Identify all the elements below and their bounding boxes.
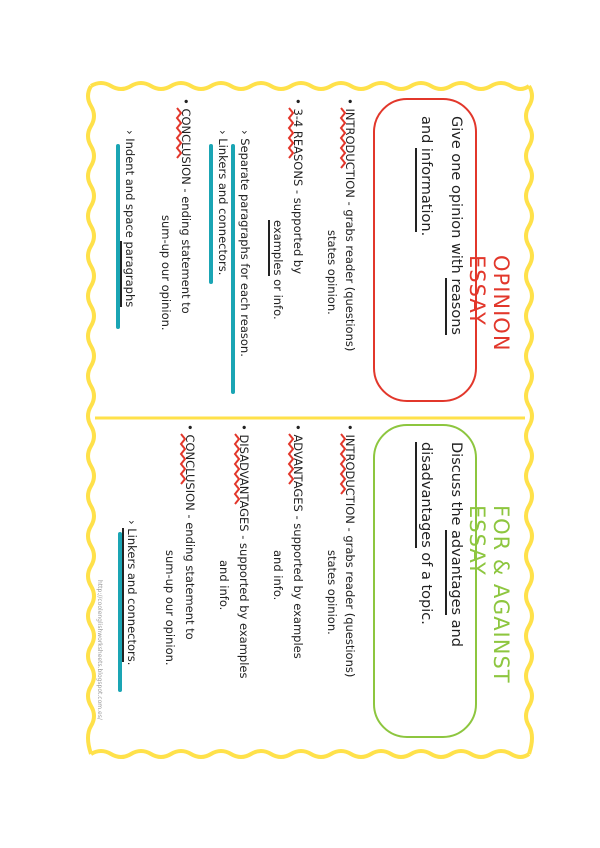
opinion-item-reasons: • 3-4 REASONS - supported by [291, 98, 305, 275]
forag-item-linkers-prefix: › [125, 520, 139, 529]
wavy-advantages [289, 434, 293, 484]
forag-summary-and: and [448, 619, 464, 647]
forag-summary-disadvantages: disadvantages [415, 442, 434, 548]
opinion-item-indent-paragraphs: paragraphs [120, 241, 137, 307]
wavy-introduction [341, 108, 345, 168]
wavy-introduction [341, 434, 345, 494]
wavy-conclusion [181, 434, 185, 484]
forag-item-conclusion-cont: sum-up our opinion. [163, 550, 177, 666]
wavy-disadvantages [235, 434, 239, 504]
opinion-section [85, 80, 535, 410]
forag-item-disadvantages-cont: and info. [217, 560, 231, 611]
opinion-title: OPINION ESSAY [465, 255, 513, 352]
forag-item-disadvantages: • DISADVANTAGES - supported by examples [237, 424, 251, 679]
source-credit: http://coolenglishworksheets.blogspot.com.es/ [96, 580, 103, 720]
opinion-item-linkers: › Linkers and connectors. [216, 130, 230, 276]
forag-title: FOR & AGAINST ESSAY [465, 505, 513, 684]
opinion-item-conclusion: • CONCLUSION - ending statement to [179, 98, 193, 314]
opinion-item-indent-prefix: › Indent and space [123, 130, 137, 242]
opinion-item-separate: › Separate paragraphs for each reason. [238, 130, 252, 357]
wavy-conclusion [177, 108, 181, 158]
forag-item-linkers-suffix: . [125, 661, 139, 666]
opinion-item-introduction-cont: states opinion. [325, 230, 339, 315]
opinion-summary-information: information [415, 148, 434, 232]
opinion-item-introduction: • INTRODUCTION - grabs reader (questions) [343, 98, 357, 352]
forag-item-introduction-cont: states opinion. [325, 550, 339, 635]
opinion-item-reasons-suffix: or info. [271, 275, 285, 320]
opinion-item-reasons-examples: examples [268, 220, 285, 276]
opinion-summary-reasons: reasons [445, 278, 464, 335]
forag-item-introduction: • INTRODUCTION - grabs reader (questions) [343, 424, 357, 678]
forag-item-linkers-text: Linkers and connectors [122, 528, 139, 661]
opinion-summary-and: and [418, 116, 434, 144]
forag-summary-advantages: advantages [445, 530, 464, 615]
forag-item-advantages: • ADVANTAGES - supported by examples [291, 424, 305, 659]
forag-summary-prefix: Discuss the [448, 442, 464, 526]
opinion-item-conclusion-cont: sum-up our opinion. [159, 215, 173, 331]
opinion-summary-end: . [418, 231, 434, 237]
wavy-reasons [289, 108, 293, 158]
forag-item-conclusion: • CONCLUSION - ending statement to [183, 424, 197, 640]
essay-poster [85, 80, 535, 760]
forag-item-advantages-cont: and info. [271, 550, 285, 601]
forag-summary-end: of a topic. [418, 552, 434, 625]
opinion-wavy-marks [85, 80, 535, 410]
opinion-summary-prefix: Give one opinion with [448, 116, 464, 274]
for-against-section [85, 420, 535, 750]
forag-wavy-marks [85, 420, 535, 750]
